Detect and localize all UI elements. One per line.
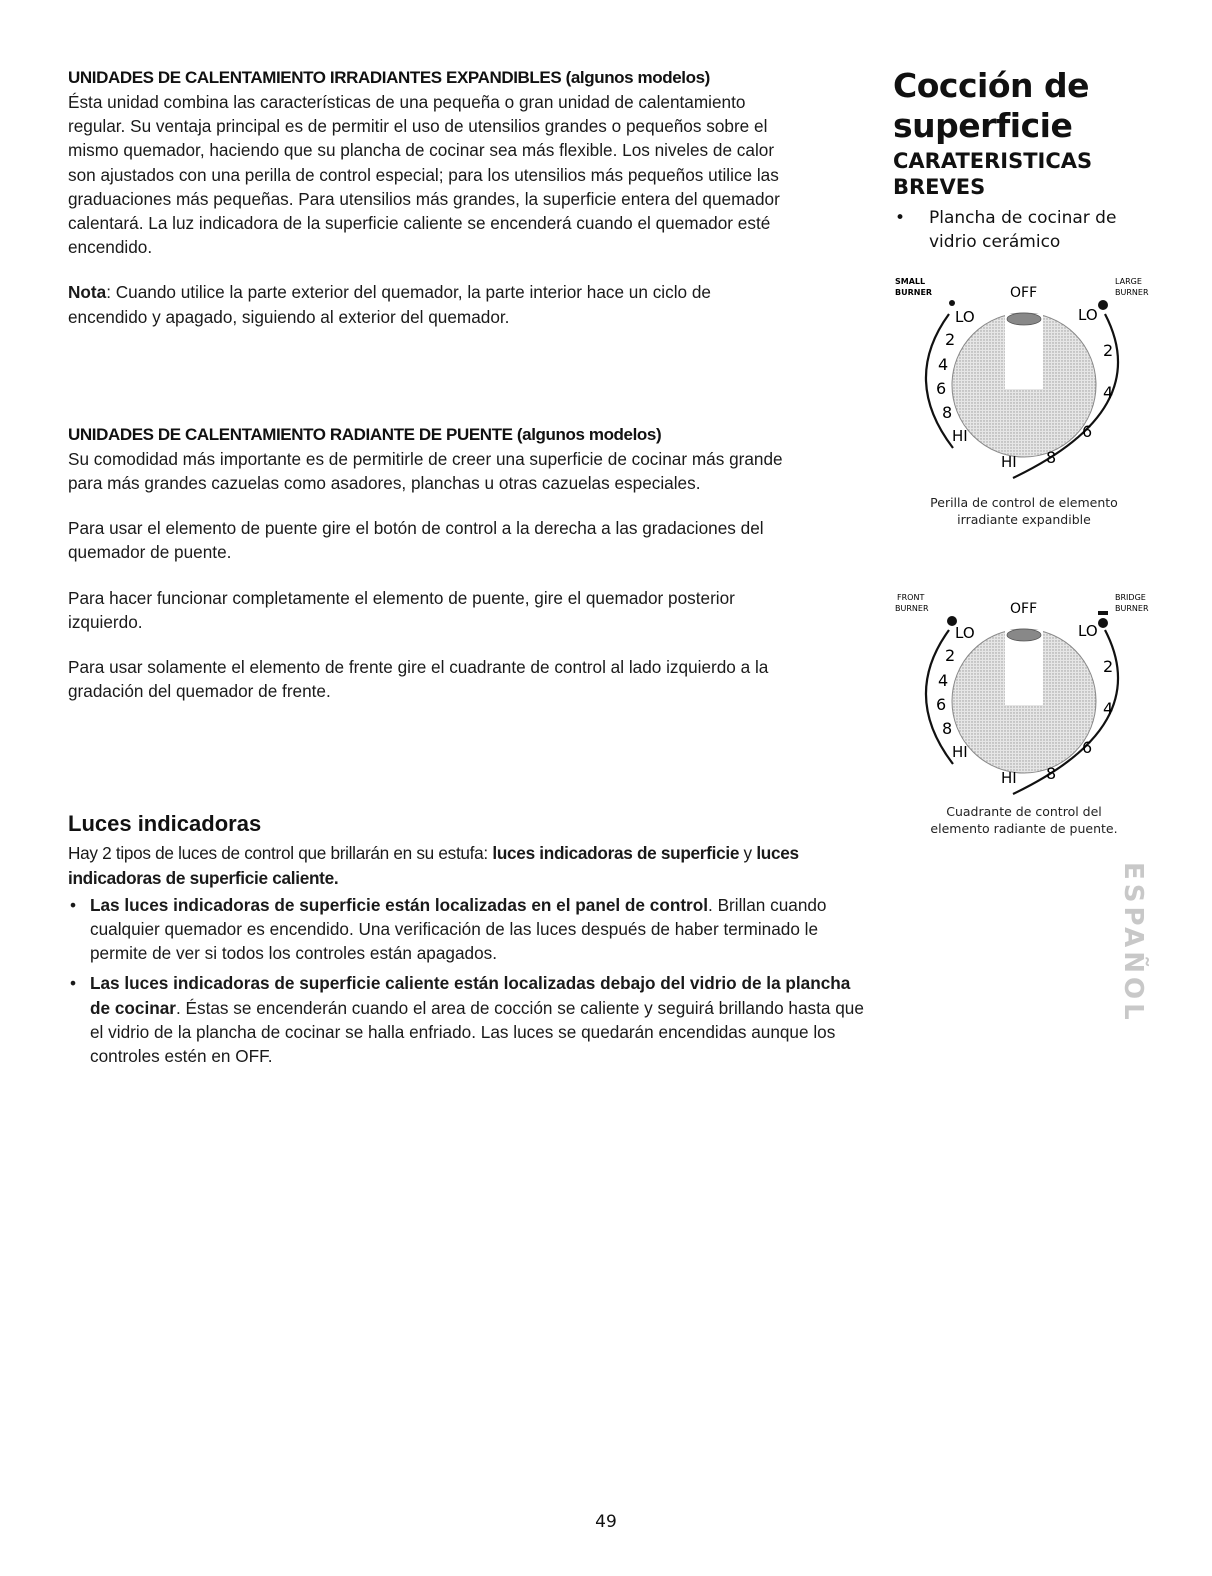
left-scale-lo: LO [955, 624, 975, 642]
bullet-icon: • [70, 973, 77, 994]
page-number: 49 [595, 1512, 617, 1532]
left-label-2: BURNER [895, 604, 929, 613]
section-bridge-radiant [68, 423, 873, 704]
right-scale-lo: LO [1078, 306, 1098, 324]
features-heading: CARATERISTICAS BREVES [893, 149, 1093, 199]
paragraph: Para usar el elemento de puente gire el botón de control a la derecha a las gradaciones del quemador de puente. [68, 518, 764, 563]
right-scale-8: 8 [1046, 448, 1057, 467]
paragraph: Su comodidad más importante es de permitirle de creer una superficie de cocinar más grande para más grandes cazuelas como asadores, planchas u otras cazuelas especiales. [68, 448, 783, 494]
features-list [893, 206, 1163, 254]
section-body: Ésta unidad combina las características de una pequeña o gran unidad de calentamiento regular. Su ventaja principal es de permitir el uso de utensilios grandes o pequeños sobre el mismo quemador, haciendo que su plancha de cocinar sea más flexible. Los niveles de calor son ajustados con una perilla de control especial; para los utensilios más pequeños utilice las graduaciones más pequeñas. Para utensilios más grandes, la superficie entera del quemador calentará. La luz indicadora de la superficie caliente se encenderá cuando el quemador esté encendido. [68, 92, 780, 258]
right-scale-6: 6 [1082, 738, 1093, 757]
left-scale-hi: HI [952, 743, 968, 761]
knob-pointer [1007, 629, 1041, 641]
page-title: Cocción de superficie [893, 66, 1089, 145]
right-scale-hi: HI [1001, 453, 1017, 471]
bullet-icon: • [70, 894, 77, 915]
section-heading: UNIDADES DE CALENTAMIENTO RADIANTE DE PUENTE (algunos modelos) [68, 424, 662, 444]
left-scale-8: 8 [942, 719, 953, 738]
section-indicator-lights [68, 811, 873, 1068]
left-label-1: SMALL [895, 277, 926, 286]
bridge-burner-dot-icon [1098, 618, 1108, 628]
small-burner-dot-icon [949, 300, 955, 306]
knob-pointer [1007, 313, 1041, 325]
left-scale-hi: HI [952, 427, 968, 445]
right-scale-hi: HI [1001, 769, 1017, 787]
right-scale-2: 2 [1103, 657, 1114, 676]
left-scale-4: 4 [938, 671, 949, 690]
dial2-caption: Cuadrante de control del elemento radiante de puente. [930, 804, 1118, 836]
side-column [893, 66, 1163, 254]
off-label: OFF [1010, 285, 1038, 301]
list-item: • Plancha de cocinar de vidrio cerámico [895, 208, 1117, 252]
note-paragraph: Nota: Cuando utilice la parte exterior del quemador, la parte interior hace un ciclo de encendido y apagado, siguiendo al exterior del quemador. [68, 282, 711, 327]
section-heading: UNIDADES DE CALENTAMIENTO IRRADIANTES EXPANDIBLES (algunos modelos) [68, 68, 710, 87]
language-tab: ESPAÑOL [1118, 862, 1148, 1024]
right-scale-lo: LO [1078, 622, 1098, 640]
right-scale-4: 4 [1103, 699, 1114, 718]
left-scale-8: 8 [942, 403, 953, 422]
right-scale-2: 2 [1103, 341, 1114, 360]
intro-paragraph: Hay 2 tipos de luces de control que brillarán en su estufa: luces indicadoras de superficie y luces indicadoras de superficie caliente. [68, 843, 799, 888]
list-item: • Las luces indicadoras de superficie están localizadas en el panel de control. Brillan cuando cualquier quemador es encendido. Una verificación de las luces después de haber terminado le permite de ver si todos los controles están apagados. [70, 894, 827, 964]
left-label-1: FRONT [897, 593, 925, 602]
left-scale-lo: LO [955, 308, 975, 326]
paragraph: Para usar solamente el elemento de frente gire el cuadrante de control al lado izquierdo a la gradación del quemador de frente. [68, 657, 769, 702]
list-item: • Las luces indicadoras de superficie caliente están localizadas debajo del vidrio de la plancha de cocinar. Éstas se encenderán cuando el area de cocción se caliente y seguirá brillando hasta que el vidrio de la plancha de cocinar se halla enfriado. Las luces se quedarán encendidas aunque los controles estén en OFF. [70, 973, 864, 1067]
right-label-2: BURNER [1115, 288, 1149, 297]
right-scale-6: 6 [1082, 422, 1093, 441]
off-label: OFF [1010, 601, 1038, 617]
left-scale-4: 4 [938, 355, 949, 374]
right-scale-8: 8 [1046, 764, 1057, 783]
bullet-icon: • [895, 208, 906, 228]
main-column [68, 66, 873, 1068]
left-scale-2: 2 [945, 330, 956, 349]
bridge-connector-icon [1098, 611, 1108, 615]
left-scale-6: 6 [936, 695, 947, 714]
left-scale-2: 2 [945, 646, 956, 665]
right-label-1: LARGE [1115, 277, 1142, 286]
bridge-control-dial-diagram [893, 586, 1155, 796]
expandable-control-knob-diagram [893, 270, 1155, 480]
dial1-caption: Perilla de control de elemento irradiante expandible [930, 495, 1118, 527]
right-label-1: BRIDGE [1115, 593, 1146, 602]
left-label-2: BURNER [895, 288, 933, 297]
right-label-2: BURNER [1115, 604, 1149, 613]
right-scale-4: 4 [1103, 383, 1114, 402]
left-scale-6: 6 [936, 379, 947, 398]
paragraph: Para hacer funcionar completamente el elemento de puente, gire el quemador posterior izquierdo. [68, 587, 735, 632]
section-expandable-radiant [68, 66, 873, 329]
note-label: Nota [68, 282, 107, 303]
section-heading: Luces indicadoras [68, 811, 262, 837]
large-burner-dot-icon [1098, 300, 1108, 310]
bullet-list [68, 893, 873, 1068]
